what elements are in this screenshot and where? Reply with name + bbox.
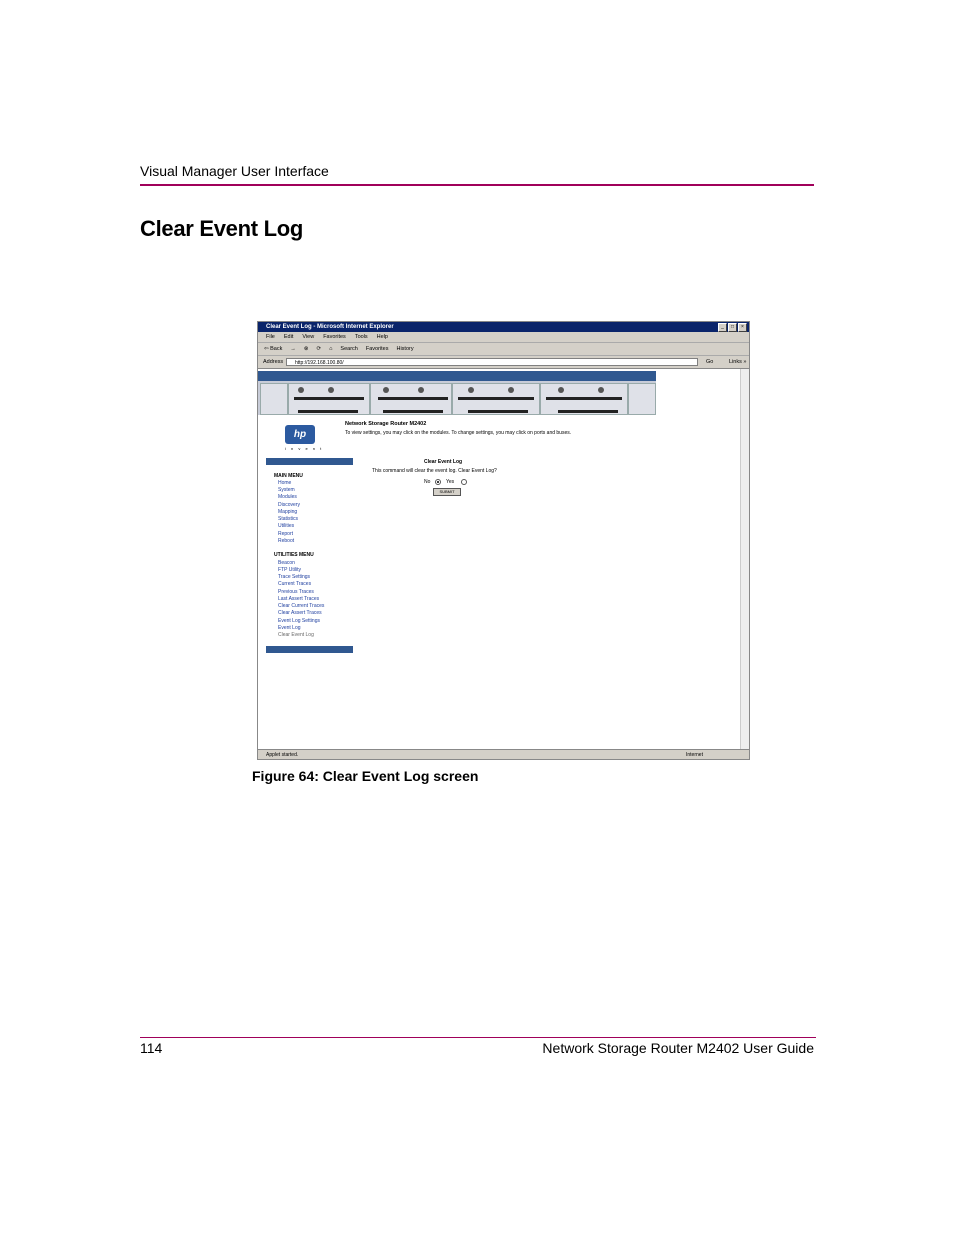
yes-radio[interactable] — [461, 479, 467, 485]
maximize-icon[interactable]: □ — [728, 323, 737, 332]
knob-icon — [383, 387, 389, 393]
favorites-button[interactable]: Favorites — [365, 346, 389, 352]
hp-tagline: i n v e n t — [285, 446, 324, 451]
home-button[interactable]: ⌂ — [329, 346, 333, 352]
port-row — [458, 397, 534, 400]
menu-file[interactable]: File — [266, 334, 275, 340]
port-row — [383, 410, 443, 413]
browser-screenshot — [257, 321, 750, 760]
knob-icon — [328, 387, 334, 393]
menu-item-mapping[interactable]: Mapping — [278, 509, 298, 515]
browser-titlebar — [258, 322, 749, 332]
menu-help[interactable]: Help — [376, 334, 388, 340]
router-description: To view settings, you may click on the modules. To change settings, you may click on ports and buses. — [345, 430, 572, 436]
browser-menubar — [258, 332, 749, 343]
menu-item-reboot[interactable]: Reboot — [278, 538, 295, 544]
address-label: Address — [263, 359, 284, 365]
port-row — [468, 410, 528, 413]
menu-item-previous-traces[interactable]: Previous Traces — [278, 589, 314, 595]
menu-item-statistics[interactable]: Statistics — [278, 516, 299, 522]
knob-icon — [418, 387, 424, 393]
no-label: No — [424, 479, 431, 485]
menu-item-trace-settings[interactable]: Trace Settings — [278, 574, 311, 580]
go-button[interactable]: Go — [706, 359, 714, 365]
minimize-icon[interactable]: _ — [718, 323, 727, 332]
browser-toolbar — [258, 343, 749, 356]
knob-icon — [468, 387, 474, 393]
page-content — [258, 369, 749, 749]
knob-icon — [558, 387, 564, 393]
vertical-scrollbar[interactable] — [740, 369, 749, 749]
menu-item-clear-event-log[interactable]: Clear Event Log — [278, 632, 314, 638]
menu-item-current-traces[interactable]: Current Traces — [278, 581, 312, 587]
search-button[interactable]: Search — [340, 346, 358, 352]
port-row — [294, 397, 364, 400]
book-title: Network Storage Router M2402 User Guide — [542, 1040, 814, 1056]
figure-caption: Figure 64: Clear Event Log screen — [252, 768, 479, 784]
menu-favorites[interactable]: Favorites — [323, 334, 346, 340]
menu-item-last-assert-traces[interactable]: Last Assert Traces — [278, 596, 320, 602]
history-button[interactable]: History — [396, 346, 414, 352]
address-input[interactable]: http://192.168.100.80/ — [286, 358, 698, 366]
menu-item-report[interactable]: Report — [278, 531, 294, 537]
menu-item-utilities[interactable]: Utilities — [278, 523, 295, 529]
knob-icon — [598, 387, 604, 393]
no-radio[interactable] — [435, 479, 441, 485]
forward-button[interactable]: → — [290, 346, 296, 352]
back-button[interactable]: ⇦ Back — [264, 346, 283, 352]
clear-event-log-question: This command will clear the event log. Clear Event Log? — [372, 468, 497, 474]
footer-rule — [140, 1037, 816, 1038]
close-icon[interactable]: × — [738, 323, 747, 332]
menu-item-ftp-utility[interactable]: FTP Utility — [278, 567, 301, 573]
sidebar-bar-bottom — [266, 646, 353, 653]
knob-icon — [298, 387, 304, 393]
menu-view[interactable]: View — [302, 334, 315, 340]
submit-button[interactable]: SUBMIT — [433, 488, 461, 496]
menu-item-event-log[interactable]: Event Log — [278, 625, 301, 631]
port-row — [558, 410, 618, 413]
menu-edit[interactable]: Edit — [283, 334, 294, 340]
port-row — [546, 397, 622, 400]
address-bar — [258, 356, 749, 369]
menu-item-clear-assert-traces[interactable]: Clear Assert Traces — [278, 610, 322, 616]
hp-logo: hp — [285, 425, 315, 444]
menu-tools[interactable]: Tools — [354, 334, 368, 340]
main-menu-heading: MAIN MENU — [274, 473, 303, 479]
header-rule — [140, 184, 814, 186]
port-row — [378, 397, 448, 400]
menu-item-home[interactable]: Home — [278, 480, 292, 486]
sidebar-bar-top — [266, 458, 353, 465]
knob-icon — [508, 387, 514, 393]
menu-item-event-log-settings[interactable]: Event Log Settings — [278, 618, 320, 624]
power-module[interactable] — [260, 383, 288, 415]
menu-item-modules[interactable]: Modules — [278, 494, 297, 500]
running-header: Visual Manager User Interface — [140, 163, 329, 179]
page-number: 114 — [140, 1040, 163, 1056]
menu-item-beacon[interactable]: Beacon — [278, 560, 295, 566]
status-zone: Internet — [686, 752, 703, 758]
port-row — [298, 410, 358, 413]
menu-item-clear-current-traces[interactable]: Clear Current Traces — [278, 603, 325, 609]
utilities-menu-heading: UTILITIES MENU — [274, 552, 314, 558]
menu-item-system[interactable]: System — [278, 487, 295, 493]
page-title: Clear Event Log — [140, 216, 303, 241]
yes-label: Yes — [446, 479, 455, 485]
status-text: Applet started. — [266, 752, 299, 758]
router-title: Network Storage Router M2402 — [345, 421, 427, 427]
mgmt-module[interactable] — [628, 383, 656, 415]
links-button[interactable]: Links » — [729, 359, 747, 365]
browser-statusbar — [258, 749, 749, 760]
clear-event-log-heading: Clear Event Log — [424, 459, 463, 465]
router-diagram[interactable] — [258, 371, 656, 415]
stop-button[interactable]: ⊗ — [303, 346, 309, 352]
window-title: Clear Event Log - Microsoft Internet Explorer — [266, 324, 394, 330]
menu-item-discovery[interactable]: Discovery — [278, 502, 300, 508]
refresh-button[interactable]: ⟳ — [316, 346, 322, 352]
